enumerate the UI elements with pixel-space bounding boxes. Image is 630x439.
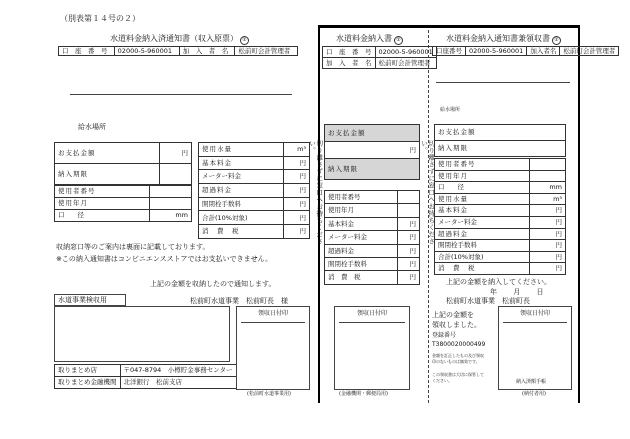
row-label: 使用者番号 [325,191,398,204]
fee-label: 消 費 税 [435,263,530,275]
stamp-label: 領収日付印 [257,310,288,317]
received-text-1: 上記の金額を [432,311,474,319]
account-no-value: 02000-5-960001 [114,47,179,56]
due-value [160,164,192,185]
receipt-notice-title: 水道料金納入済通知書（収入原票） ② [110,35,249,45]
row-label: 消 費 税 [325,271,398,284]
stamp-caption-bank: (金融機関・郵便局用) [339,391,388,397]
stamp-label: 領収日付印 [519,310,550,317]
due-label: 納入期限 [325,158,420,179]
row-label: 超過料金 [325,244,398,257]
fee-label: 使用水量 [199,143,284,157]
payee-value: 松前町会計管理者 [375,58,436,69]
fine-print-2: 印のないものは無効です。 [432,359,480,364]
bore-label: 口 径 [435,182,530,194]
year-month-label: 使用年月 [55,198,150,210]
account-no-label: 口座番号 [433,47,466,56]
fine-print-4: ください。 [432,378,452,383]
stamp-caption-water: (松前町水道事業用) [247,391,291,397]
receipt-notice-account-table [58,46,298,56]
row-label: 基本料金 [325,217,398,230]
receipt-slip-title: 水道料金納入通知書兼領収書 ② [446,35,561,45]
user-no-label: 使用者番号 [55,186,150,198]
agg-bank-label: 取りまとめ金融機関 [55,377,121,389]
amount-label: お支払金額 [325,125,420,142]
bore-unit: mm [150,210,192,222]
fee-label: メーター料金 [199,170,284,184]
fee-unit: 円 [530,263,566,275]
agg-label: 取りまとめ店 [55,365,121,377]
fee-unit: 円 [284,156,310,170]
stamp-label: 領収日付印 [356,310,387,317]
fee-label: 使用水量 [435,193,530,205]
address-line [436,82,570,83]
due-label: 納入期限 [435,141,566,157]
payment-slip-account-table [322,46,437,69]
cut-notice-left: 切り離さずに窓口へお持ちください。 [308,140,324,245]
user-info-table [54,185,192,222]
amount-label: お支払金額 [435,125,566,141]
fine-print-1: 金額を訂正したもの及び領収 [432,353,484,358]
day-label: 日 [536,288,544,296]
agg-bank-value: 北洋銀行 松前支店 [120,377,236,389]
fee-unit: m³ [284,143,310,157]
amount-box [54,142,192,185]
note-convenience: ※この納入通知書はコンビニエンスストアではお支払いできません。 [56,255,273,263]
issuer-text: 松前町水道事業 松前町長 様 [190,297,288,305]
user-no-label: 使用者番号 [435,159,530,171]
account-no-value: 02000-5-960001 [466,47,527,56]
cut-notice-right: 切り離さずに窓口へお持ちください。 [420,140,436,245]
stamp-box-water [236,306,310,390]
fee-unit: 円 [530,240,566,252]
fee-label: 基本料金 [435,205,530,217]
account-no-value: 02000-5-960001 [375,47,436,58]
top-thick-rule [318,25,580,28]
payment-amount-box [324,124,420,180]
location-label: 給水場所 [440,107,461,113]
payment-slip-title: 水道料金納入書 ② [336,35,403,45]
fee-unit: 円 [284,225,310,239]
payee-value: 松前町会計管理者 [235,47,298,56]
form-number: （別表第１４号の２） [60,14,140,23]
thanks-text: 上記の金額を納入してください。 [446,278,551,286]
stamp-box-bank [334,306,410,390]
received-text-2: 領収しました。 [432,321,481,329]
inspection-label: 水道事業検収用 [58,296,107,304]
payee-label: 加 入 者 名 [323,58,376,69]
fee-unit: 円 [284,197,310,211]
year-label: 年 [490,288,497,296]
right-thick-rule [578,25,580,403]
bore-unit: mm [530,182,566,194]
amount-yen: 円 [160,143,192,164]
date-line [490,289,543,296]
agg-table [54,364,237,389]
fee-label: 合計(10%対象) [435,251,530,263]
agg-value: 〒047-8794 小樽貯金事務センター [120,365,236,377]
fee-label: 超過料金 [199,184,284,198]
amount-yen: 円 [325,141,420,158]
stamp-caption-payer: (納付者用) [522,391,546,397]
payee-value: 松前町会計管理者 [560,47,619,56]
month-label: 月 [513,288,521,296]
reg-value: T3800020000499 [432,341,486,348]
account-no-label: 口 座 番 号 [323,47,376,58]
payee-label: 加入者名 [527,47,560,56]
fee-label: メーター料金 [435,216,530,228]
due-label: 納入期限 [55,164,160,185]
received-notice-text: 上記の金額を収納したので通知します。 [150,280,276,288]
fee-unit: 円 [284,184,310,198]
payee-label: 加 入 者 名 [179,47,235,56]
note-window: 収納窓口等のご案内は裏面に記載しております。 [56,243,210,251]
stamp-box-payer [498,306,572,390]
amount-label: お支払金額 [55,143,160,164]
fee-table [198,142,310,239]
fee-label: 基本料金 [199,156,284,170]
receipt-slip-account-table [432,46,619,56]
fee-unit: m³ [530,193,566,205]
fee-unit: 円 [530,216,566,228]
account-no-label: 口 座 番 号 [59,47,115,56]
issuer-text: 松前町水道事業 松前町長 [446,297,530,305]
fee-label: 超過料金 [435,228,530,240]
address-line [70,94,292,95]
location-label: 給水場所 [78,123,106,131]
row-label: 使用年月 [325,204,398,217]
payment-rows-table: 使用者番号 使用年月 基本料金 円 メーター料金 円 超過料金 円 開閉栓手数料 円 消 費 税 円 [324,190,420,285]
reg-label: 登録番号 [432,332,457,339]
fee-unit: 円 [530,251,566,263]
fee-label: 合計(10%対象) [199,211,284,225]
fee-unit: 円 [284,170,310,184]
row-label: メーター料金 [325,231,398,244]
year-month-label: 使用年月 [435,170,530,182]
payer-label: 納入済額手帳 [516,379,547,385]
fee-label: 消 費 税 [199,225,284,239]
receipt-amount-box [434,124,566,157]
fee-unit: 円 [530,205,566,217]
fee-unit: 円 [284,211,310,225]
inspection-area [54,306,230,362]
receipt-fee-table [434,158,566,275]
fee-label: 開閉栓手数料 [199,197,284,211]
fee-unit: 円 [530,228,566,240]
fee-label: 開閉栓手数料 [435,240,530,252]
fine-print-3: この領収書は大切に保管して [432,372,484,377]
inspection-box [54,294,126,306]
bore-label: 口 径 [55,210,150,222]
row-label: 開閉栓手数料 [325,257,398,270]
